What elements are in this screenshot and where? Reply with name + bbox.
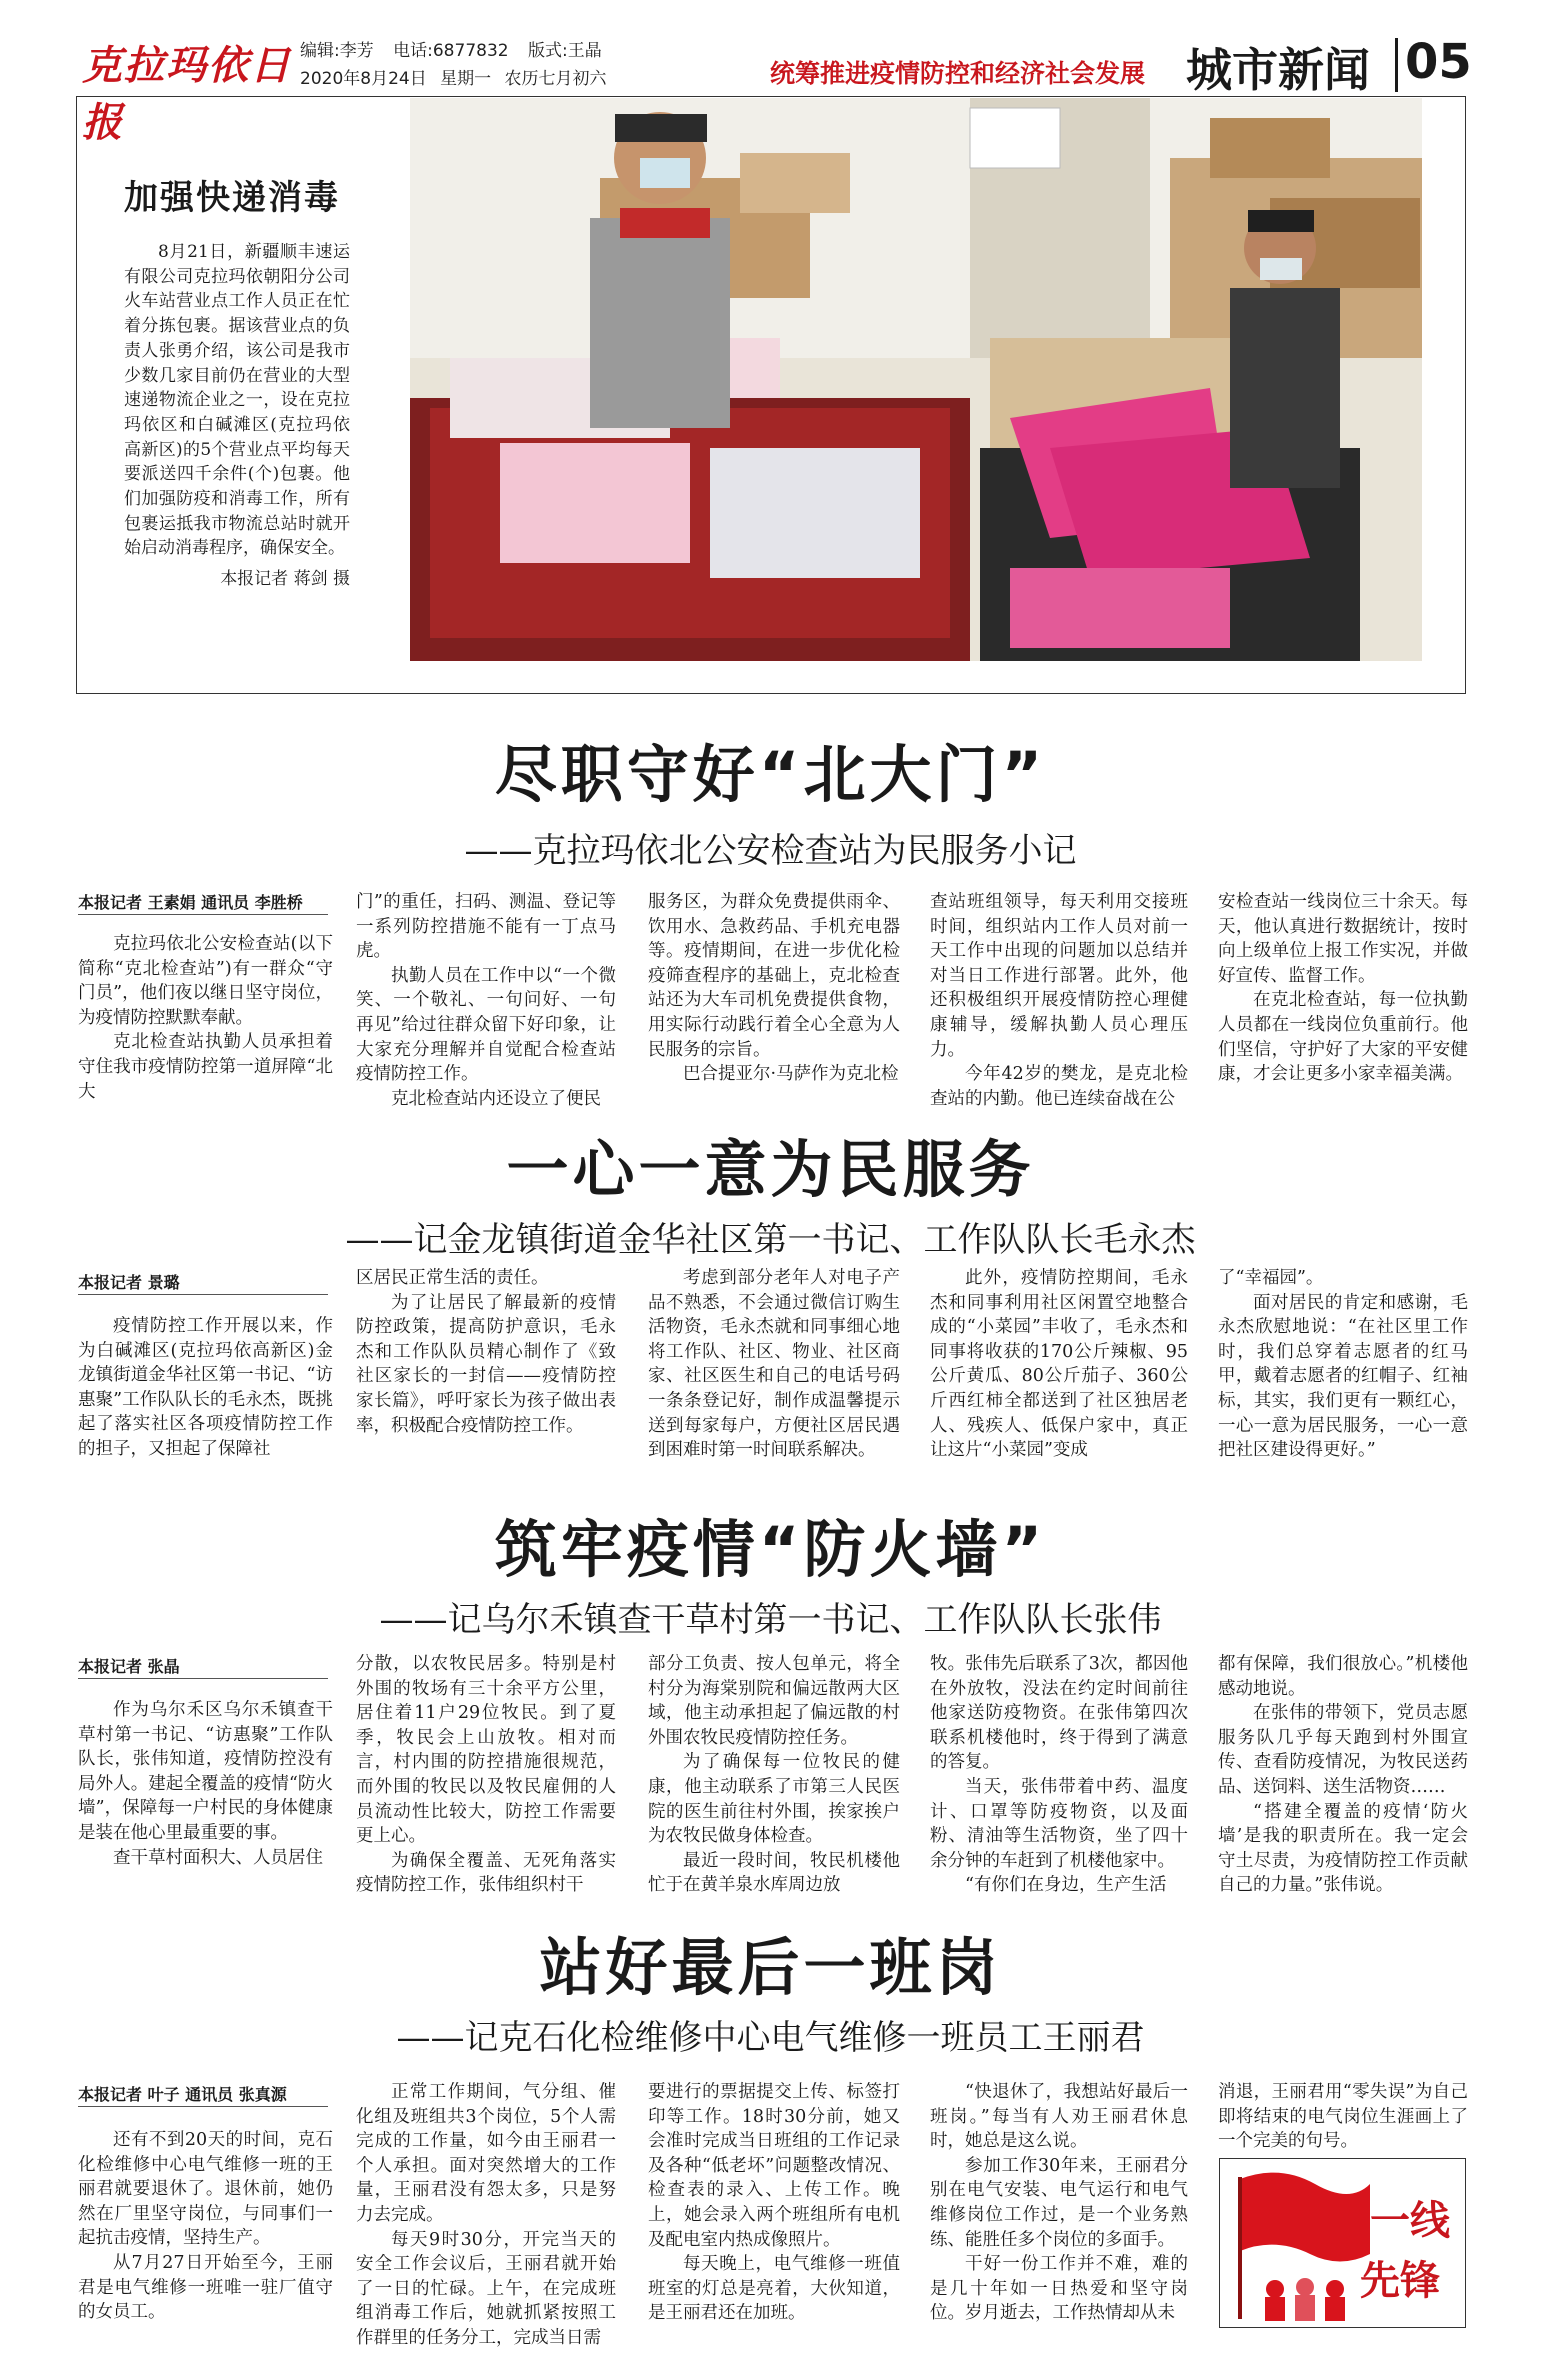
article-2-column-4: 此外，疫情防控期间，毛永杰和同事利用社区闲置空地整合成的“小菜园”丰收了，毛永杰和同事将收获的170公斤辣椒、95公斤黄瓜、80公斤茄子、360公斤西红柿全都送到了社区独居老人、残疾人、低保户家中，真正让这片“小菜园”变成 [930,1268,1188,1461]
badge-line-2: 先锋 [1360,2258,1440,2304]
article-4-headline: 站好最后一班岗 [539,1931,1002,2004]
article-4-column-1: 还有不到20天的时间，克石化检维修中心电气维修一班的王丽君就要退休了。退休前，她仍然在厂里坚守岗位，与同事们一起抗击疫情，坚持生产。 从7月27日开始至今，王丽君是电气维修一班唯一驻厂值守的女员工。 [78,2130,333,2323]
issue-date: 2020年8月24日 [300,69,427,89]
article-3-column-5: 都有保障，我们很放心。”机楼他感动地说。 在张伟的带领下，党员志愿服务队几乎每天跑到村外围宣传、查看防疫情况，为牧民送药品、送饲料、送生活物资…… “搭建全覆盖的疫情‘防火墙’是我的职责所在。我一定会守土尽责，为疫情防控工作贡献自己的力量。”张伟说。 [1218,1654,1468,1896]
article-1-column-5: 安检查站一线岗位三十余天。每天，他认真进行数据统计，按时向上级单位上报工作实况，并做好宣传、监督工作。 在克北检查站，每一位执勤人员都在一线岗位负重前行。他们坚信，守护好了大家的平安健康，才会让更多小家幸福美满。 [1218,892,1468,1085]
lunar-date: 农历七月初六 [504,69,607,89]
article-2-byline-rule [78,1294,328,1295]
photo-credit: 本报记者 蒋剑 摄 [220,569,350,589]
article-1-column-1: 克拉玛依北公安检查站(以下简称“克北检查站”)有一群众“守门员”，他们夜以继日坚守岗位，为疫情防控默默奉献。 克北检查站执勤人员承担着守住我市疫情防控第一道屏障“北大 [78,934,333,1102]
weekday: 星期一 [440,69,492,89]
section-name: 城市新闻 [1186,43,1370,97]
newspaper-logo: 克拉玛依日报 [82,42,292,146]
article-3-headline: 筑牢疫情“防火墙” [494,1513,1047,1586]
article-3-byline: 本报记者 张晶 [78,1657,180,1676]
article-2-column-1: 疫情防控工作开展以来，作为白碱滩区(克拉玛依高新区)金龙镇街道金华社区第一书记、“访惠聚”工作队队长的毛永杰，既挑起了落实社区各项疫情防控工作的担子，又担起了保障社 [78,1316,333,1459]
article-4-column-2: 正常工作期间，气分组、催化组及班组共3个岗位，5个人需完成的工作量，如今由王丽君一个人承担。面对突然增大的工作量，王丽君没有怨太多，只是努力去完成。 每天9时30分，开完当天的安全工作会议后，王丽君就开始了一日的忙碌。上午，在完成班组消毒工作后，她就抓紧按照工作群里的任务分工，完成当日需 [356,2082,616,2348]
editor-info [300,36,602,61]
article-3-column-3: 部分工负责、按人包单元，将全村分为海棠别院和偏远散两大区域，他主动承担起了偏远散的村外围农牧民疫情防控任务。 为了确保每一位牧民的健康，他主动联系了市第三人民医院的医生前往村外围，挨家挨户为农牧民做身体检查。 最近一段时间，牧民机楼他忙于在黄羊泉水库周边放 [648,1654,900,1896]
article-4-column-4: “快退休了，我想站好最后一班岗。”每当有人劝王丽君休息时，她总是这么说。 参加工作30年来，王丽君分别在电气安装、电气运行和电气维修岗位工作过，是一个业务熟练、能胜任多个岗位的多面手。 干好一份工作并不难，难的是几十年如一日热爱和坚守岗位。岁月逝去，工作热情却从未 [930,2082,1188,2324]
article-4-column-3: 要进行的票据提交上传、标签打印等工作。18时30分前，她又会准时完成当日班组的工作记录及各种“低老坏”问题整改情况、检查表的录入、上传工作。晚上，她会录入两个班组所有电机及配电室内热成像照片。 每天晚上，电气维修一班值班室的灯总是亮着，大伙知道，是王丽君还在加班。 [648,2082,900,2324]
article-2-headline: 一心一意为民服务 [506,1133,1035,1206]
article-2-column-5: 了“幸福园”。 面对居民的肯定和感谢，毛永杰欣慰地说：“在社区里工作时，我们总穿着志愿者的红马甲，戴着志愿者的红帽子、红袖标，其实，我们更有一颗红心，一心一意为居民服务，一心一意把社区建设得更好。” [1218,1268,1468,1461]
article-1-subhead: ——克拉玛依北公安检查站为民服务小记 [464,831,1077,871]
article-2-subhead: ——记金龙镇街道金华社区第一书记、工作队队长毛永杰 [345,1220,1196,1260]
article-4-byline-rule [78,2106,328,2107]
courier-sorting-photo [410,98,1422,661]
article-1-column-3: 服务区，为群众免费提供雨伞、饮用水、急救药品、手机充电器等。疫情期间，在进一步优化检疫筛查程序的基础上，克北检查站还为大车司机免费提供食物，用实际行动践行着全心全意为人民服务的宗旨。 巴合提亚尔·马萨作为克北检 [648,892,900,1085]
article-1-byline-rule [78,914,328,915]
article-4-subhead: ——记克石化检维修中心电气维修一班员工王丽君 [396,2018,1145,2058]
masthead-divider [1395,38,1398,92]
article-4-byline: 本报记者 叶子 通讯员 张真源 [78,2085,287,2104]
article-3-column-1: 作为乌尔禾区乌尔禾镇查干草村第一书记、“访惠聚”工作队队长，张伟知道，疫情防控没有局外人。建起全覆盖的疫情“防火墙”，保障每一户村民的身体健康是装在他心里最重要的事。 查干草村面积大、人员居住 [78,1700,333,1868]
page-number: 05 [1405,34,1472,90]
issue-date-line [300,64,607,89]
article-4-column-5: 消退，王丽君用“零失误”为自己即将结束的电气岗位生涯画上了一个完美的句号。 [1218,2082,1468,2152]
photo-story-caption: 8月21日，新疆顺丰速运有限公司克拉玛依朝阳分公司火车站营业点工作人员正在忙着分拣包裹。据该营业点的负责人张勇介绍，该公司是我市少数几家目前仍在营业的大型速递物流企业之一，设在克拉玛依区和白碱滩区(克拉玛依高新区)的5个营业点平均每天要派送四千余件(个)包裹。他们加强防疫和消毒工作，所有包裹运抵我市物流总站时就开始启动消毒程序，确保安全。 [124,242,350,559]
editor: 编辑:李芳 [300,41,374,61]
article-2-column-2: 区居民正常生活的责任。 为了让居民了解最新的疫情防控政策，提高防护意识，毛永杰和工作队队员精心制作了《致社区家长的一封信——疫情防控家长篇》，呼吁家长为孩子做出表率，积极配合疫情防控工作。 [356,1268,616,1436]
article-1-headline: 尽职守好“北大门” [494,738,1047,811]
article-1-byline: 本报记者 王素娟 通讯员 李胜桥 [78,893,303,912]
article-1-column-4: 查站班组领导，每天利用交接班时间，组织站内工作人员对前一天工作中出现的问题加以总结并对当日工作进行部署。此外，他还积极组织开展疫情防控心理健康辅导，缓解执勤人员心理压力。 今年42岁的樊龙，是克北检查站的内勤。他已连续奋战在公 [930,892,1188,1109]
article-2-column-3: 考虑到部分老年人对电子产品不熟悉，不会通过微信订购生活物资，毛永杰就和同事细心地将工作队、社区、物业、社区商家、社区医生和自己的电话号码一条条登记好，制作成温馨提示送到每家每户，方便社区居民遇到困难时第一时间联系解决。 [648,1268,900,1461]
article-3-column-2: 分散，以农牧民居多。特别是村外围的牧场有三十余平方公里，居住着11户29位牧民。到了夏季，牧民会上山放牧。相对而言，村内围的防控措施很规范，而外围的牧民以及牧民雇佣的人员流动性比较大，防控工作需要更上心。 为确保全覆盖、无死角落实疫情防控工作，张伟组织村干 [356,1654,616,1896]
layout-editor: 版式:王晶 [528,41,602,61]
photo-illustration [410,98,1422,661]
phone: 电话:6877832 [393,41,509,61]
article-3-subhead: ——记乌尔禾镇查干草村第一书记、工作队队长张伟 [379,1600,1162,1640]
article-3-byline-rule [78,1678,328,1679]
article-1-column-2: 门”的重任，扫码、测温、登记等一系列防控措施不能有一丁点马虎。 执勤人员在工作中以“一个微笑、一个敬礼、一句问好、一句再见”给过往群众留下好印象，让大家充分理解并自觉配合检查站疫情防控工作。 克北检查站内还设立了便民 [356,892,616,1109]
article-2-byline: 本报记者 景璐 [78,1273,180,1292]
badge-line-1: 一线 [1370,2198,1450,2244]
photo-story-title: 加强快递消毒 [124,178,340,218]
frontline-pioneer-badge [1219,2158,1466,2328]
section-slogan: 统筹推进疫情防控和经济社会发展 [770,59,1146,88]
article-3-column-4: 牧。张伟先后联系了3次，都因他在外放牧，没法在约定时间前往他家送防疫物资。在张伟第四次联系机楼他时，终于得到了满意的答复。 当天，张伟带着中药、温度计、口罩等防疫物资，以及面粉、清油等生活物资，坐了四十余分钟的车赶到了机楼他家中。 “有你们在身边，生产生活 [930,1654,1188,1896]
